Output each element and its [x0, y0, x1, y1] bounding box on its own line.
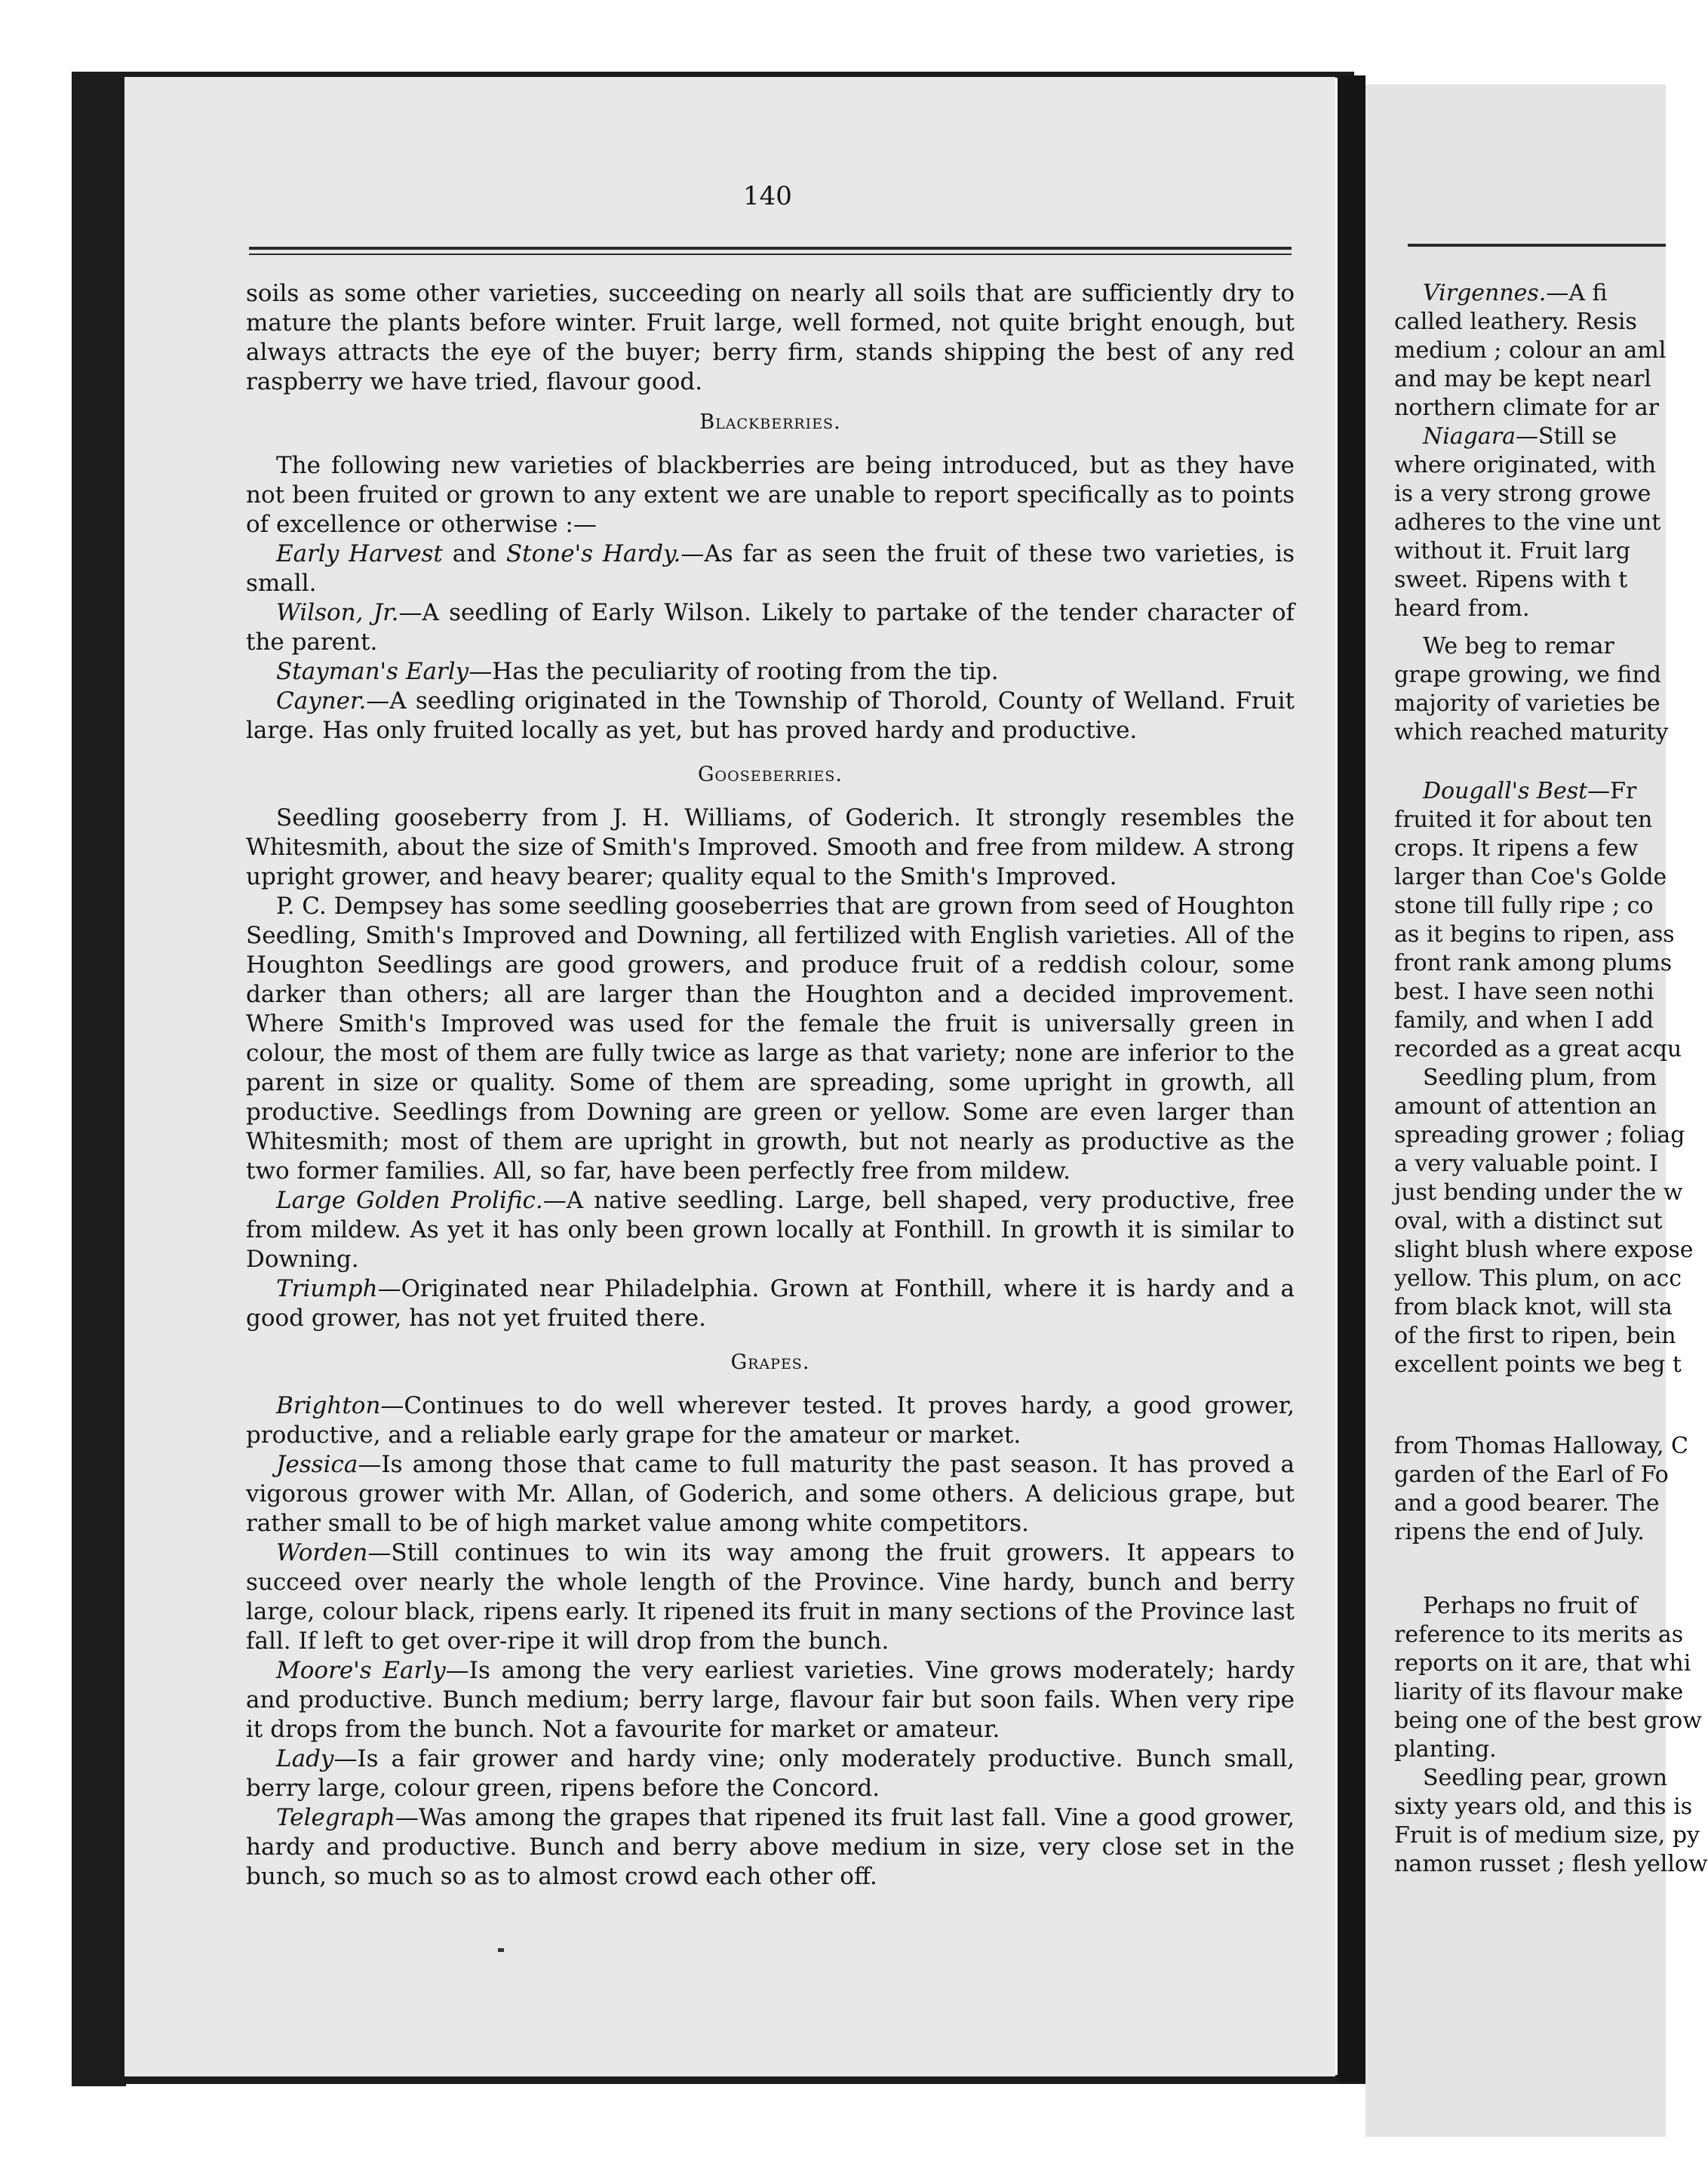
left-page-body — [246, 279, 1295, 1892]
header-rule-thin — [249, 254, 1292, 255]
right-page-line: majority of varieties be — [1394, 690, 1660, 717]
page-gutter — [1338, 75, 1365, 2082]
scan-border-left — [72, 72, 126, 2086]
grapes-heading: Grapes. — [730, 1351, 810, 1374]
blackberry-entry: Early Harvest and Stone's Hardy.—As far as seen the fruit of these two varieties, is small. — [246, 540, 1295, 597]
grape-entry: Brighton—Continues to do well wherever tested. It proves hardy, a good grower, productive, and a reliable early grape for the amateur or market. — [246, 1392, 1295, 1449]
blackberries-intro: The following new varieties of blackberries are being introduced, but as they have not been fruited or grown to any extent we are unable to report specifically as to points of excellence or otherwise :— — [246, 452, 1295, 538]
right-page-line: grape growing, we find — [1394, 662, 1661, 688]
blackberry-entry: Stayman's Early—Has the peculiarity of rooting from the tip. — [276, 658, 999, 685]
right-page-line: namon russet ; flesh yellow — [1394, 1851, 1708, 1877]
right-page-line: Fruit is of medium size, py — [1394, 1822, 1700, 1849]
right-page-line: as it begins to ripen, ass — [1394, 921, 1675, 948]
right-page-line: reference to its merits as — [1394, 1621, 1684, 1648]
right-page-line: larger than Coe's Golde — [1394, 864, 1667, 890]
blackberries-heading: Blackberries. — [699, 410, 841, 434]
gooseberries-para-2: P. C. Dempsey has some seedling gooseberries that are grown from seed of Houghton Seedling, Smith's Improved and Downing, all fertilized with English varieties. All of the Houghton Seedlings are good growers, and produce fruit of a reddish colour, some darker than others; all are larger than the Houghton and a decided improvement. Where Smith's Improved was used for the female the fruit is universally green in colour, the most of them are fully twice as large as that variety; none are inferior to the parent in size or quality. Some of them are spreading, some upright in growth, all productive. Seedlings from Downing are green or yellow. Some are even larger than Whitesmith; most of them are upright in growth, but not nearly as productive as the two former families. All, so far, have been perfectly free from mildew. — [246, 893, 1295, 1185]
right-page-line: just bending under the w — [1394, 1179, 1683, 1206]
page-number: 140 — [743, 181, 792, 211]
right-page-line: We beg to remar — [1423, 633, 1614, 659]
right-page-body — [1394, 279, 1708, 1879]
gooseberry-entry: Large Golden Prolific.—A native seedling. Large, bell shaped, very productive, free from mildew. As yet it has only been grown locally at Fonthill. In growth it is similar to Downing. — [246, 1187, 1295, 1273]
right-page-line: a very valuable point. I — [1394, 1151, 1658, 1177]
blackberry-entry: Wilson, Jr.—A seedling of Early Wilson. Likely to partake of the tender character of the parent. — [246, 599, 1295, 656]
right-page-line: liarity of its flavour make — [1394, 1679, 1684, 1705]
right-page-line: which reached maturity — [1394, 719, 1669, 745]
right-page-line: excellent points we beg t — [1394, 1351, 1682, 1378]
right-page-line: Virgennes.—A fi — [1423, 280, 1608, 306]
right-page-line: sweet. Ripens with t — [1394, 567, 1628, 593]
right-page-line: reports on it are, that whi — [1394, 1650, 1691, 1677]
gooseberries-heading: Gooseberries. — [697, 763, 843, 786]
right-page-line: where originated, with — [1394, 452, 1657, 478]
right-page-line: being one of the best grow — [1394, 1707, 1702, 1734]
header-rule — [249, 247, 1292, 250]
right-page-line: is a very strong growe — [1394, 481, 1651, 507]
right-page-line: yellow. This plum, on acc — [1394, 1265, 1682, 1292]
right-page-line: spreading grower ; foliag — [1394, 1122, 1685, 1148]
right-page-line: medium ; colour an aml — [1394, 337, 1667, 364]
right-page-line: family, and when I add — [1394, 1007, 1654, 1034]
right-page-line: amount of attention an — [1394, 1093, 1657, 1120]
right-page-line: Seedling plum, from — [1423, 1065, 1657, 1091]
right-page-line: Niagara—Still se — [1423, 423, 1617, 450]
blackberry-entry: Cayner.—A seedling originated in the Township of Thorold, County of Welland. Fruit large. Has only fruited locally as yet, but has proved hardy and productive. — [246, 687, 1295, 744]
right-page-line: and a good bearer. The — [1394, 1490, 1660, 1517]
right-page-line: Perhaps no fruit of — [1423, 1593, 1638, 1619]
right-page-line: adheres to the vine unt — [1394, 509, 1661, 536]
right-page-line: and may be kept nearl — [1394, 366, 1651, 392]
grape-entry: Worden—Still continues to win its way among the fruit growers. It appears to succeed over nearly the whole length of the Province. Vine hardy, bunch and berry large, colour black, ripens early. It ripened its fruit in many sections of the Province last fall. If left to get over-ripe it will drop from the bunch. — [246, 1539, 1295, 1655]
gooseberries-para-1: Seedling gooseberry from J. H. Williams, of Goderich. It strongly resembles the Whitesmith, about the size of Smith's Improved. Smooth and free from mildew. A strong upright grower, and heavy bearer; quality equal to the Smith's Improved. — [246, 804, 1295, 890]
right-page-line: northern climate for ar — [1394, 395, 1659, 421]
ink-speck — [498, 1948, 504, 1952]
right-page-line: slight blush where expose — [1394, 1237, 1694, 1263]
right-page-line: Dougall's Best—Fr — [1423, 778, 1637, 804]
right-page-line: best. I have seen nothi — [1394, 979, 1654, 1005]
right-page-line: of the first to ripen, bein — [1394, 1323, 1676, 1349]
right-page-line: planting. — [1394, 1736, 1497, 1763]
right-page-line: recorded as a great acqu — [1394, 1036, 1682, 1062]
right-page-line: called leathery. Resis — [1394, 309, 1637, 335]
right-page-line: crops. It ripens a few — [1394, 835, 1639, 862]
right-page-line: oval, with a distinct sut — [1394, 1208, 1663, 1234]
right-page-line: from Thomas Halloway, C — [1394, 1433, 1688, 1459]
right-page-line: front rank among plums — [1394, 950, 1673, 976]
raspberry-paragraph: soils as some other varieties, succeeding on nearly all soils that are sufficiently dry to mature the plants before winter. Fruit large, well formed, not quite bright enough, but always attracts the eye of the buyer; berry firm, stands shipping the best of any red raspberry we have tried, flavour good. — [246, 280, 1295, 395]
grape-entry: Lady—Is a fair grower and hardy vine; only moderately productive. Bunch small, berry large, colour green, ripens before the Concord. — [246, 1745, 1295, 1802]
right-page-line: from black knot, will sta — [1394, 1294, 1673, 1320]
grape-entry: Moore's Early—Is among the very earliest varieties. Vine grows moderately; hardy and productive. Bunch medium; berry large, flavour fair but soon fails. When very ripe it drops from the bunch. Not a favourite for market or amateur. — [246, 1657, 1295, 1743]
right-page-line: Seedling pear, grown — [1423, 1765, 1668, 1791]
grape-entry: Jessica—Is among those that came to full maturity the past season. It has proved a vigorous grower with Mr. Allan, of Goderich, and some others. A delicious grape, but rather small to be of high market value among white competitors. — [246, 1451, 1295, 1537]
right-page-line: fruited it for about ten — [1394, 807, 1653, 833]
right-page-line: ripens the end of July. — [1394, 1519, 1645, 1545]
right-page-line: without it. Fruit larg — [1394, 538, 1631, 564]
gooseberry-entry: Triumph—Originated near Philadelphia. Grown at Fonthill, where it is hardy and a good grower, has not yet fruited there. — [246, 1275, 1295, 1332]
right-page-line: heard from. — [1394, 595, 1530, 622]
right-header-rule — [1408, 244, 1666, 247]
right-page-line: sixty years old, and this is — [1394, 1794, 1693, 1820]
grape-entry: Telegraph—Was among the grapes that ripened its fruit last fall. Vine a good grower, hardy and productive. Bunch and berry above medium in size, very close set in the bunch, so much so as to almost crowd each other off. — [246, 1804, 1295, 1890]
right-page-line: stone till fully ripe ; co — [1394, 893, 1654, 919]
right-page-line: garden of the Earl of Fo — [1394, 1462, 1669, 1488]
